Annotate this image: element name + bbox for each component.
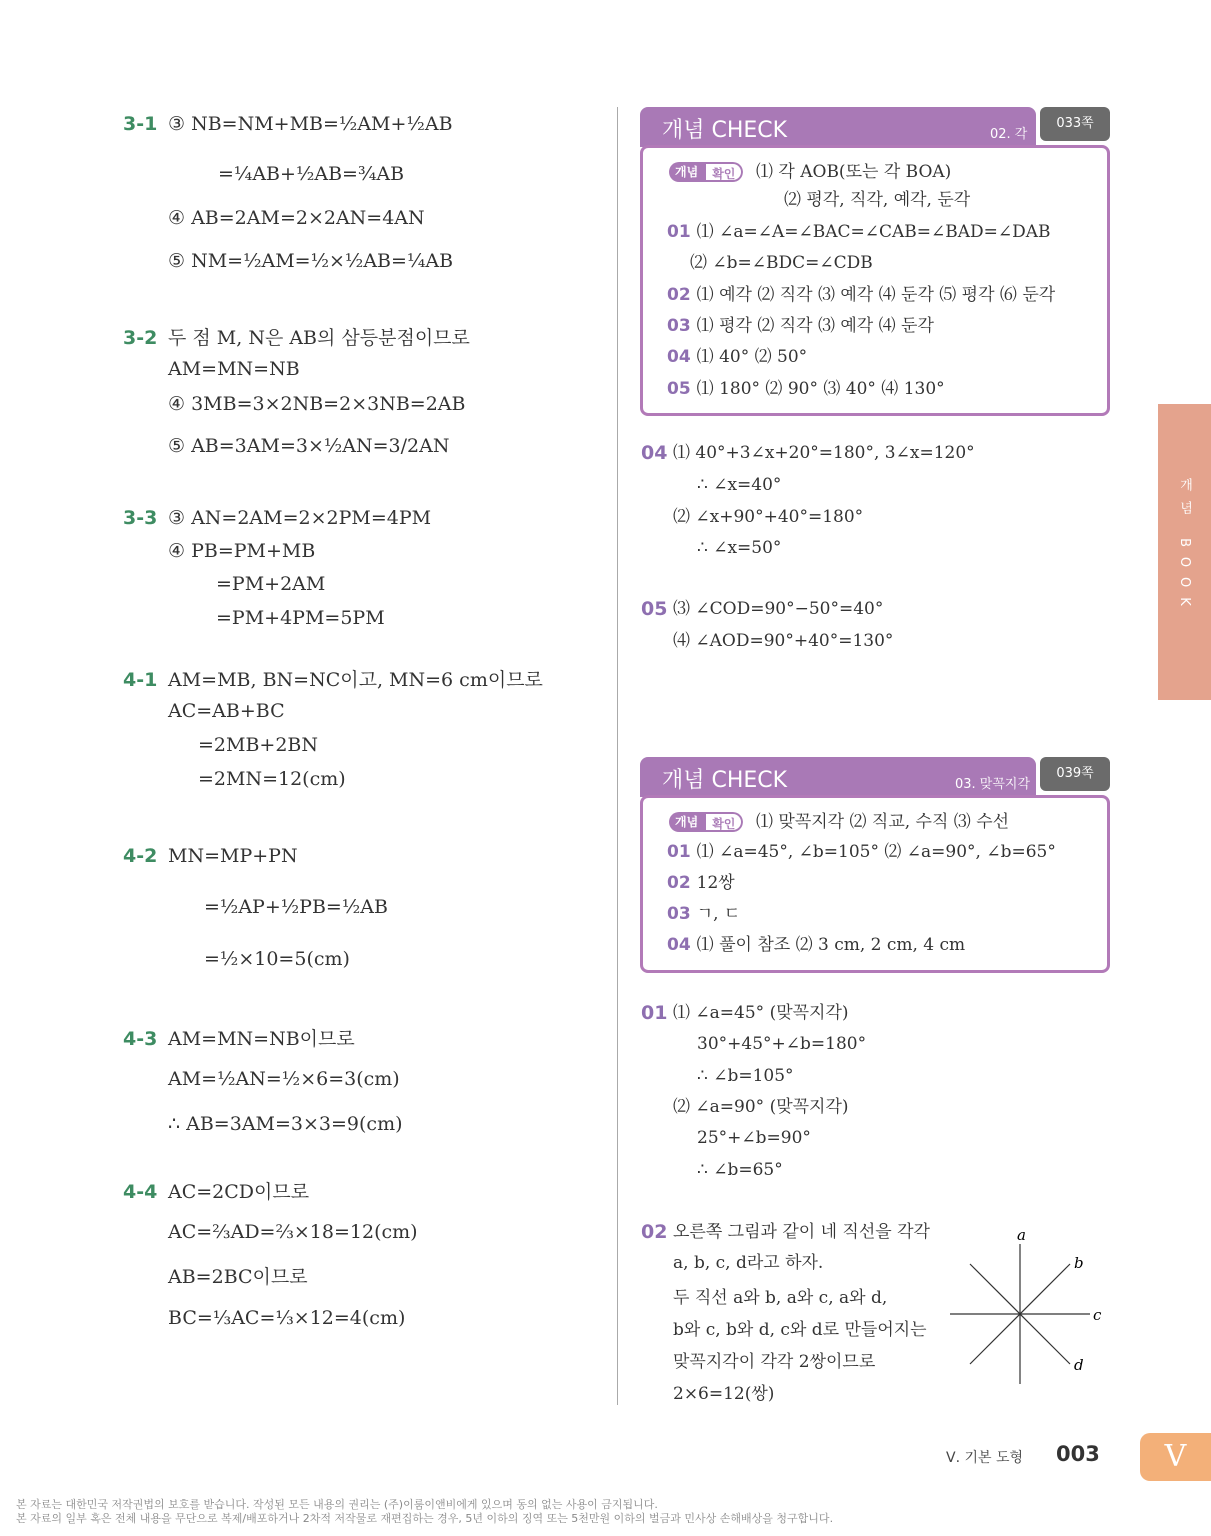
copyright-line: 본 자료의 일부 혹은 전체 내용을 무단으로 복제/배포하거나 2차적 저작물로 재편집하는 경우, 5년 이하의 징역 또는 5천만원 이하의 벌금과 민사상 손해배상을 청구합니다. bbox=[16, 1512, 834, 1525]
solution-line: ⑴ ∠a=45° (맞꼭지각) bbox=[673, 1003, 849, 1023]
problem-label: 01 bbox=[641, 1002, 668, 1024]
solution-line: ⑤ NM=½AM=½×½AB=¼AB bbox=[168, 250, 454, 272]
problem-label: 4-4 bbox=[123, 1181, 158, 1203]
box-title: 개념 CHECK bbox=[662, 118, 788, 143]
solution-line: =PM+2AM bbox=[216, 573, 326, 595]
solution-line: =½×10=5(cm) bbox=[204, 948, 350, 970]
label-d: d bbox=[1074, 1356, 1084, 1374]
page-number: 003 bbox=[1056, 1442, 1100, 1466]
box-line: ⑴ 맞꼭지각 ⑵ 직교, 수직 ⑶ 수선 bbox=[756, 812, 1010, 832]
solution-line: =½AP+½PB=½AB bbox=[204, 896, 388, 918]
column-divider bbox=[617, 107, 618, 1405]
box-line: 01 ⑴ ∠a=∠A=∠BAC=∠CAB=∠BAD=∠DAB bbox=[667, 222, 1051, 242]
box-line: 04 ⑴ 40° ⑵ 50° bbox=[667, 347, 808, 367]
solution-line: =2MN=12(cm) bbox=[198, 768, 346, 790]
copyright-line: 본 자료는 대한민국 저작권법의 보호를 받습니다. 작성된 모든 내용의 권리는 (주)이룸이앤비에게 있으며 동의 없는 사용이 금지됩니다. bbox=[16, 1498, 658, 1511]
solution-line: =2MB+2BN bbox=[198, 734, 319, 756]
problem-label: 4-3 bbox=[123, 1028, 158, 1050]
problem-label: 05 bbox=[641, 598, 668, 620]
box-line: 03 ⑴ 평각 ⑵ 직각 ⑶ 예각 ⑷ 둔각 bbox=[667, 316, 934, 336]
box-line: ⑴ 각 AOB(또는 각 BOA) bbox=[756, 162, 952, 182]
solution-line: ∴ ∠x=40° bbox=[697, 475, 782, 495]
solution-line: 두 직선 a와 b, a와 c, a와 d, bbox=[673, 1288, 888, 1308]
solution-line: AM=MB, BN=NC이고, MN=6 cm이므로 bbox=[168, 669, 543, 691]
solution-line: 2×6=12(쌍) bbox=[673, 1384, 775, 1404]
box-header bbox=[640, 757, 1036, 797]
solution-line: ⑤ AB=3AM=3×½AN=3/2AN bbox=[168, 435, 450, 457]
solution-line: ⑵ ∠a=90° (맞꼭지각) bbox=[673, 1097, 849, 1117]
problem-label: 3-2 bbox=[123, 327, 158, 349]
box-line: ⑵ ∠b=∠BDC=∠CDB bbox=[690, 253, 873, 273]
solution-line: AC=⅔AD=⅔×18=12(cm) bbox=[168, 1221, 418, 1243]
solution-line: ③ AN=2AM=2×2PM=4PM bbox=[168, 507, 432, 529]
solution-line: AC=2CD이므로 bbox=[168, 1181, 310, 1203]
problem-label: 3-3 bbox=[123, 507, 158, 529]
solution-line: ⑶ ∠COD=90°−50°=40° bbox=[673, 599, 884, 619]
solution-line: ③ NB=NM+MB=½AM+½AB bbox=[168, 113, 453, 135]
box-line: ⑵ 평각, 직각, 예각, 둔각 bbox=[784, 190, 971, 210]
four-lines-figure bbox=[940, 1222, 1110, 1392]
solution-line: ④ PB=PM+MB bbox=[168, 540, 316, 562]
solution-line: 30°+45°+∠b=180° bbox=[697, 1034, 867, 1054]
concept-confirm-pill: 개념 확인 bbox=[669, 812, 743, 832]
solution-line: AM=MN=NB이므로 bbox=[168, 1028, 355, 1050]
label-c: c bbox=[1093, 1306, 1102, 1324]
box-line: 02 12쌍 bbox=[667, 873, 735, 893]
solution-line: ⑴ 40°+3∠x+20°=180°, 3∠x=120° bbox=[673, 443, 975, 463]
solution-line: AM=½AN=½×6=3(cm) bbox=[168, 1068, 400, 1090]
problem-label: 4-2 bbox=[123, 845, 158, 867]
solution-line: ∴ ∠x=50° bbox=[697, 538, 782, 558]
solution-line: a, b, c, d라고 하자. bbox=[673, 1253, 824, 1273]
solution-line: =¼AB+½AB=¾AB bbox=[218, 163, 405, 185]
solution-line: b와 c, b와 d, c와 d로 만들어지는 bbox=[673, 1320, 927, 1340]
solution-line: ④ AB=2AM=2×2AN=4AN bbox=[168, 207, 425, 229]
solution-line: 두 점 M, N은 AB의 삼등분점이므로 bbox=[168, 327, 470, 349]
problem-label: 02 bbox=[641, 1221, 668, 1243]
solution-line: ∴ ∠b=105° bbox=[697, 1066, 794, 1086]
page-ref-tab: 033쪽 bbox=[1040, 107, 1110, 141]
solution-line: 맞꼭지각이 각각 2쌍이므로 bbox=[673, 1352, 876, 1372]
box-line: 04 ⑴ 풀이 참조 ⑵ 3 cm, 2 cm, 4 cm bbox=[667, 935, 966, 955]
solution-line: AC=AB+BC bbox=[168, 700, 285, 722]
concept-confirm-pill: 개념 확인 bbox=[669, 162, 743, 182]
box-line: 05 ⑴ 180° ⑵ 90° ⑶ 40° ⑷ 130° bbox=[667, 379, 945, 399]
problem-label: 3-1 bbox=[123, 113, 158, 135]
label-b: b bbox=[1074, 1254, 1084, 1272]
solution-line: ⑷ ∠AOD=90°+40°=130° bbox=[673, 631, 894, 651]
solution-line: MN=MP+PN bbox=[168, 845, 298, 867]
box-line: 01 ⑴ ∠a=45°, ∠b=105° ⑵ ∠a=90°, ∠b=65° bbox=[667, 842, 1056, 862]
box-title: 개념 CHECK bbox=[662, 768, 788, 793]
box-body bbox=[640, 145, 1110, 416]
solution-line: =PM+4PM=5PM bbox=[216, 607, 385, 629]
solution-line: BC=⅓AC=⅓×12=4(cm) bbox=[168, 1307, 406, 1329]
solution-line: ∴ AB=3AM=3×3=9(cm) bbox=[168, 1113, 403, 1135]
solution-line: 오른쪽 그림과 같이 네 직선을 각각 bbox=[673, 1222, 930, 1242]
box-line: 02 ⑴ 예각 ⑵ 직각 ⑶ 예각 ⑷ 둔각 ⑸ 평각 ⑹ 둔각 bbox=[667, 285, 1056, 305]
chapter-tab: V bbox=[1140, 1433, 1211, 1481]
solution-line: AM=MN=NB bbox=[168, 358, 300, 380]
box-subtitle: 02. 각 bbox=[990, 127, 1028, 142]
chapter-label: Ⅴ. 기본 도형 bbox=[946, 1450, 1024, 1466]
box-header bbox=[640, 107, 1036, 147]
box-line: 03 ㄱ, ㄷ bbox=[667, 904, 741, 924]
page-ref-tab: 039쪽 bbox=[1040, 757, 1110, 791]
problem-label: 4-1 bbox=[123, 669, 158, 691]
solution-line: ∴ ∠b=65° bbox=[697, 1160, 783, 1180]
solution-line: ⑵ ∠x+90°+40°=180° bbox=[673, 507, 864, 527]
box-subtitle: 03. 맞꼭지각 bbox=[955, 777, 1031, 792]
side-tab-label: 개념 BOOK bbox=[1177, 478, 1192, 616]
problem-label: 04 bbox=[641, 442, 668, 464]
solution-line: ④ 3MB=3×2NB=2×3NB=2AB bbox=[168, 393, 466, 415]
label-a: a bbox=[1017, 1226, 1026, 1244]
solution-line: AB=2BC이므로 bbox=[168, 1266, 308, 1288]
solution-line: 25°+∠b=90° bbox=[697, 1128, 811, 1148]
